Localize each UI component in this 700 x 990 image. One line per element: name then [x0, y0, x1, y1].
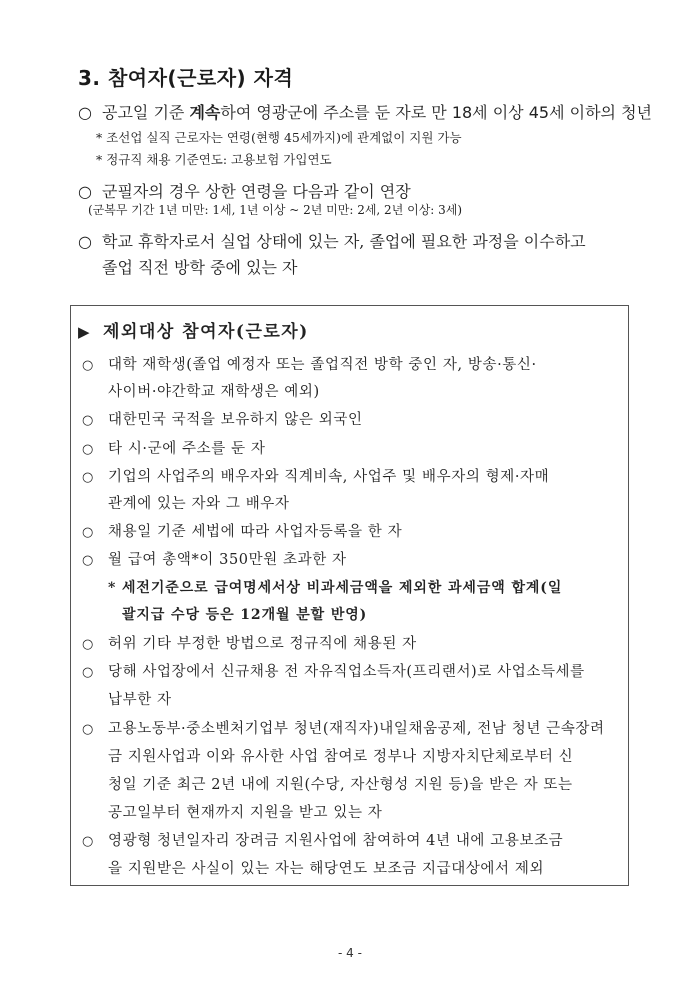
- bullet-text-bold: 계속: [189, 103, 221, 122]
- circle-bullet-icon: ○: [78, 182, 92, 201]
- item-line: 타 시·군에 주소를 둔 자: [108, 441, 266, 457]
- exclusion-item: [82, 632, 417, 653]
- circle-bullet-icon: ○: [78, 232, 92, 251]
- circle-bullet-icon: ○: [78, 103, 92, 122]
- item-line-cont: 납부한 자: [108, 692, 172, 708]
- item-line-cont: 청일 기준 최근 2년 내에 지원(수당, 자산형성 지원 등)을 받은 자 또는: [108, 777, 573, 793]
- exclusion-item: [82, 660, 585, 681]
- eligibility-bullet-leave-of-absence: [78, 229, 586, 252]
- triangle-right-icon: ▶: [78, 323, 92, 341]
- circle-bullet-icon: ○: [82, 442, 94, 457]
- circle-bullet-icon: ○: [82, 358, 94, 373]
- item-line: 기업의 사업주의 배우자와 직계비속, 사업주 및 배우자의 형제·자매: [108, 469, 550, 485]
- bullet-text-line-2: 졸업 직전 방학 중에 있는 자: [102, 258, 298, 277]
- note-hiring-year: * 정규직 채용 기준연도: 고용보험 가입연도: [96, 152, 332, 167]
- circle-bullet-icon: ○: [82, 834, 94, 849]
- item-line-cont: 사이버·야간학교 재학생은 예외): [108, 384, 320, 400]
- item-line: 월 급여 총액*이 350만원 초과한 자: [108, 552, 347, 568]
- item-line: 대학 재학생(졸업 예정자 또는 졸업직전 방학 중인 자, 방송·통신·: [108, 357, 537, 373]
- page-number: - 4 -: [338, 946, 362, 960]
- salary-footnote-line-1: * 세전기준으로 급여명세서상 비과세금액을 제외한 과세금액 합계(일: [108, 580, 563, 596]
- item-line-cont: 을 지원받은 사실이 있는 자는 해당연도 보조금 지급대상에서 제외: [108, 861, 545, 877]
- circle-bullet-icon: ○: [82, 665, 94, 680]
- section-title: 3. 참여자(근로자) 자격: [78, 66, 294, 90]
- item-line: 대한민국 국적을 보유하지 않은 외국인: [108, 412, 363, 428]
- circle-bullet-icon: ○: [82, 722, 94, 737]
- exclusion-item: [82, 520, 402, 541]
- circle-bullet-icon: ○: [82, 525, 94, 540]
- eligibility-bullet-military: [78, 179, 411, 202]
- exclusion-item: [82, 353, 537, 374]
- item-line: 허위 기타 부정한 방법으로 정규직에 채용된 자: [108, 636, 417, 652]
- circle-bullet-icon: ○: [82, 553, 94, 568]
- item-line-cont: 금 지원사업과 이와 유사한 사업 참여로 정부나 지방자치단체로부터 신: [108, 749, 574, 765]
- bullet-text-line-1: 학교 휴학자로서 실업 상태에 있는 자, 졸업에 필요한 과정을 이수하고: [102, 232, 586, 251]
- item-line: 고용노동부·중소벤처기업부 청년(재직자)내일채움공제, 전남 청년 근속장려: [108, 721, 605, 737]
- item-line: 영광형 청년일자리 장려금 지원사업에 참여하여 4년 내에 고용보조금: [108, 833, 564, 849]
- exclusion-item: [82, 829, 563, 850]
- salary-footnote-line-2: 괄지급 수당 등은 12개월 분할 반영): [122, 607, 368, 623]
- exclusion-item: [82, 437, 266, 458]
- bullet-text: 군필자의 경우 상한 연령을 다음과 같이 연장: [102, 182, 411, 201]
- exclusion-item: [82, 408, 363, 429]
- eligibility-bullet-age-residence: [78, 100, 652, 123]
- circle-bullet-icon: ○: [82, 470, 94, 485]
- circle-bullet-icon: ○: [82, 637, 94, 652]
- bullet-text-rest: 하여 영광군에 주소를 둔 자로 만 18세 이상 45세 이하의 청년: [220, 103, 652, 122]
- circle-bullet-icon: ○: [82, 413, 94, 428]
- item-line-cont: 관계에 있는 자와 그 배우자: [108, 496, 290, 512]
- exclusion-item: [82, 465, 549, 486]
- exclusion-item: [82, 717, 605, 738]
- item-line-cont: 공고일부터 현재까지 지원을 받고 있는 자: [108, 805, 383, 821]
- note-military-extension: (군복무 기간 1년 미만: 1세, 1년 이상 ~ 2년 미만: 2세, 2년 이상: 3세): [88, 203, 463, 217]
- bullet-text-prefix: 공고일 기준: [102, 103, 190, 122]
- exclusion-item: [82, 548, 347, 569]
- item-line: 당해 사업장에서 신규채용 전 자유직업소득자(프리랜서)로 사업소득세를: [108, 664, 585, 680]
- exclusion-title-text: 제외대상 참여자(근로자): [103, 322, 309, 342]
- note-shipbuilding-workers: * 조선업 실직 근로자는 연령(현행 45세까지)에 관계없이 지원 가능: [96, 130, 462, 145]
- exclusion-box-title: [78, 317, 309, 342]
- item-line: 채용일 기준 세법에 따라 사업자등록을 한 자: [108, 524, 403, 540]
